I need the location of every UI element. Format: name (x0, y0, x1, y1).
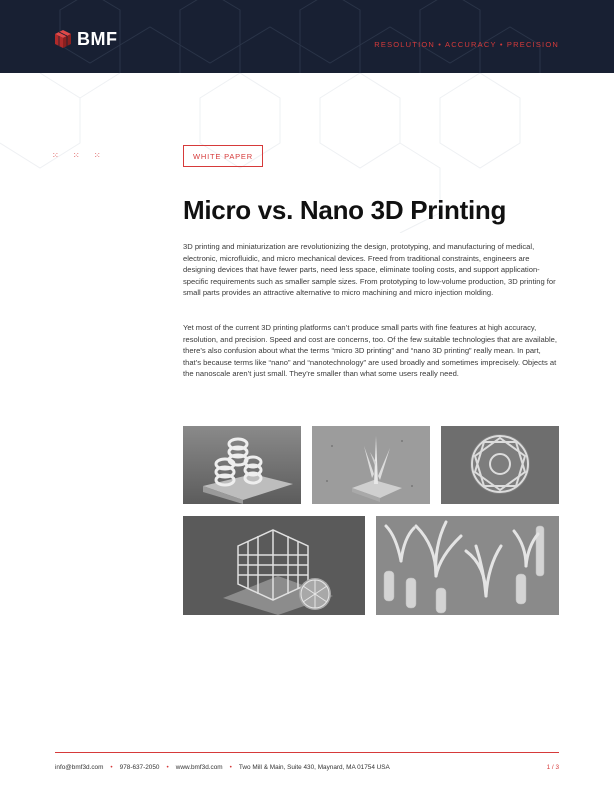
footer-divider (55, 752, 559, 753)
micro-needle-photo (312, 426, 430, 504)
lattice-cube-photo (183, 516, 365, 615)
page-title: Micro vs. Nano 3D Printing (183, 195, 507, 225)
page-number: 1 / 3 (546, 764, 559, 771)
footer-separator: • (166, 764, 169, 771)
lattice-sphere-photo (441, 426, 559, 504)
micro-pillars-photo (376, 516, 559, 615)
footer-phone[interactable]: 978-637-2050 (119, 764, 160, 771)
page-footer (55, 764, 559, 771)
white-paper-badge: WHITE PAPER (183, 145, 263, 167)
footer-email[interactable]: info@bmf3d.com (55, 764, 104, 771)
footer-separator: • (229, 764, 232, 771)
intro-paragraph: 3D printing and miniaturization are revolutionizing the design, prototyping, and manufacturing of medical, electronic, microfluidic, and micro mechanical devices. Freed from traditional constraints, engineers are designing devices that have fewer parts, need less space, eliminate tooling costs, and support application-specific requirements such as smaller sample sizes. From prototyping to low-volume production, 3D printing for small parts provides an attractive alternative to micro machining and micro injection molding. (183, 242, 556, 298)
footer-website[interactable]: www.bmf3d.com (175, 764, 223, 771)
footer-separator: • (110, 764, 113, 771)
bmf-logo (53, 28, 118, 50)
footer-address: Two Mill & Main, Suite 430, Maynard, MA 01754 USA (238, 764, 390, 771)
cube-logo-icon (53, 29, 73, 49)
tagline: RESOLUTION • ACCURACY • PRECISION (374, 40, 559, 49)
page-header (0, 0, 614, 73)
second-paragraph: Yet most of the current 3D printing platforms can’t produce small parts with fine features at high accuracy, resolution, and precision. Speed and cost are concerns, too. Of the few suitable technologies that are available, there’s also confusion about what the terms “micro 3D printing” and “nano 3D printing” really mean. In part, that’s because terms like “nano” and “nanotechnology” are used broadly and sometimes imprecisely. Objects at the nanoscale aren’t just small. They’re smaller than what some users really need. (183, 323, 558, 379)
brand-name: BMF (77, 28, 118, 49)
decorative-marks: ⁙ ⁙ ⁙ (52, 151, 107, 160)
micro-springs-photo (183, 426, 301, 504)
